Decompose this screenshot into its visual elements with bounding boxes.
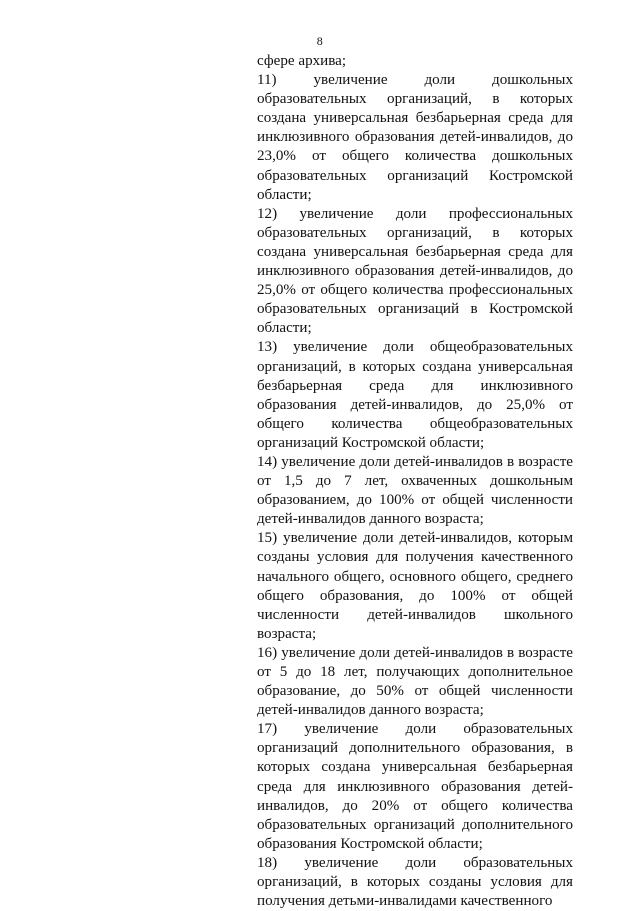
list-item-17: 17) увеличение доли образовательных организаций дополнительного образования, в которых создана универсальная безбарьерная среда для инклюзивного образования детей-инвалидов, до 20% от общего количества образовательных организаций дополнительного образования Костромской области;: [257, 721, 573, 852]
list-item-18: 18) увеличение доли образовательных организаций, в которых созданы условия для получения детьми-инвалидами качественного: [257, 854, 573, 910]
list-item-14: 14) увеличение доли детей-инвалидов в возрасте от 1,5 до 7 лет, охваченных дошкольным образованием, до 100% от общей численности детей-инвалидов данного возраста;: [257, 453, 573, 528]
page-number: 8: [316, 34, 324, 48]
list-item-12: 12) увеличение доли профессиональных образовательных организаций, в которых создана универсальная безбарьерная среда для инклюзивного образования детей-инвалидов, до 25,0% от общего количества профессиональных образовательных организаций в Костромской области;: [257, 205, 573, 337]
list-item-13: 13) увеличение доли общеобразовательных организаций, в которых создана универсальная безбарьерная среда для инклюзивного образования детей-инвалидов, до 25,0% от общего количества общеобразовательных организаций Костромской области;: [257, 339, 573, 451]
list-item-15: 15) увеличение доли детей-инвалидов, которым созданы условия для получения качественного начального общего, основного общего, среднего общего образования, до 100% от общей численности детей-инвалидов школьного возраста;: [257, 530, 573, 642]
list-item-11: 11) увеличение доли дошкольных образовательных организаций, в которых создана универсальная безбарьерная среда для инклюзивного образования детей-инвалидов, до 23,0% от общего количества дошкольных образовательных организаций Костромской области;: [257, 72, 573, 203]
list-item-16: 16) увеличение доли детей-инвалидов в возрасте от 5 до 18 лет, получающих дополнительное образование, до 50% от общей численности детей-инвалидов данного возраста;: [257, 644, 573, 719]
document-body: [257, 52, 573, 911]
intro-line: сфере архива;: [257, 53, 347, 69]
